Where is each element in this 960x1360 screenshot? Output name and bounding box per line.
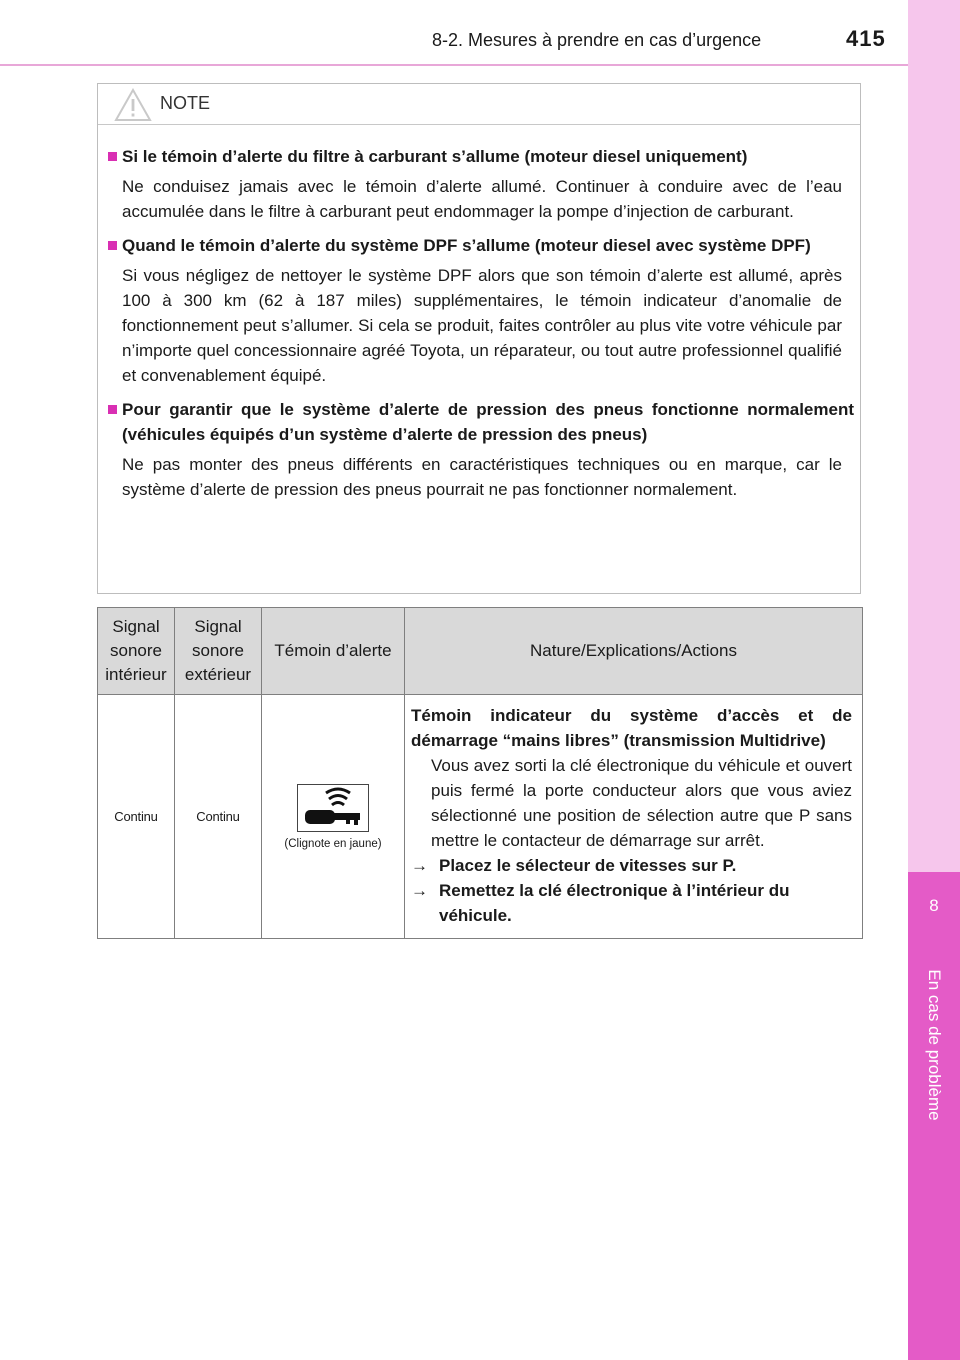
square-bullet-icon bbox=[108, 405, 117, 414]
header-rule bbox=[0, 64, 908, 66]
exterior-buzzer-value: Continu bbox=[175, 695, 262, 939]
nature-cell bbox=[405, 695, 863, 939]
page-number: 415 bbox=[846, 26, 886, 51]
note-box bbox=[97, 83, 861, 594]
warning-explanation: Vous avez sorti la clé électronique du véhicule et ouvert puis fermé la porte conducteur alors que vous aviez sélectionné une position de sélection autre que P sans mettre le contacteur de démarrage sur arrêt. bbox=[431, 756, 852, 850]
note-item-heading: Quand le témoin d’alerte du système DPF s’allume (moteur diesel avec système DPF) bbox=[108, 233, 854, 258]
arrow-right-icon: → bbox=[411, 856, 428, 875]
note-item-text: Ne conduisez jamais avec le témoin d’alerte allumé. Continuer à conduire avec de l’eau accumulée dans le filtre à carburant peut endommager la pompe d’injection de carburant. bbox=[122, 177, 842, 221]
note-item-text: Ne pas monter des pneus différents en caractéristiques techniques ou en marque, car le système d’alerte de pression des pneus pourrait ne pas fonctionner normalement. bbox=[122, 455, 842, 499]
note-header bbox=[98, 84, 860, 125]
note-item-heading: Si le témoin d’alerte du filtre à carburant s’allume (moteur diesel uniquement) bbox=[108, 144, 854, 169]
header-warning-light: Témoin d’alerte bbox=[262, 608, 405, 695]
warning-table bbox=[97, 607, 863, 939]
warning-triangle-icon bbox=[114, 88, 152, 122]
section-title: 8-2. Mesures à prendre en cas d’urgence bbox=[432, 30, 762, 50]
action-item: → Remettez la clé électronique à l’intérieur du véhicule. bbox=[411, 878, 852, 928]
table-row bbox=[98, 695, 863, 939]
header-interior-buzzer: Signal sonore intérieur bbox=[98, 608, 175, 695]
note-item-text: Si vous négligez de nettoyer le système DPF alors que son témoin d’alerte est allumé, après 100 à 300 km (62 à 187 miles) supplémentaires, le témoin indicateur d’anomalie de fonctionnement peut s’allumer. Si cela se produit, faites contrôler au plus vite votre véhicule par n’importe quel concessionnaire agréé Toyota, un réparateur, ou tout autre professionnel qualifié et convenablement équipé. bbox=[122, 266, 842, 385]
smart-key-warning-icon bbox=[297, 784, 369, 832]
arrow-right-icon: → bbox=[411, 881, 428, 900]
square-bullet-icon bbox=[108, 241, 117, 250]
chapter-label: En cas de problème bbox=[925, 969, 944, 1121]
interior-buzzer-value: Continu bbox=[98, 695, 175, 939]
table-header-row bbox=[98, 608, 863, 695]
warning-light-cell bbox=[262, 695, 405, 939]
square-bullet-icon bbox=[108, 152, 117, 161]
note-body bbox=[108, 144, 854, 511]
note-item-heading: Pour garantir que le système d’alerte de pression des pneus fonctionne normalement (véhicules équipés d’un système d’alerte de pression des pneus) bbox=[108, 397, 854, 447]
note-title: NOTE bbox=[160, 93, 211, 113]
header-exterior-buzzer: Signal sonore extérieur bbox=[175, 608, 262, 695]
action-item: → Placez le sélecteur de vitesses sur P. bbox=[411, 853, 852, 878]
header-nature: Nature/Explications/Actions bbox=[405, 608, 863, 695]
warning-light-caption: (Clignote en jaune) bbox=[284, 837, 382, 850]
chapter-number: 8 bbox=[929, 896, 939, 915]
warning-title: Témoin indicateur du système d’accès et de démarrage “mains libres” (transmission Multidrive) bbox=[411, 706, 852, 750]
